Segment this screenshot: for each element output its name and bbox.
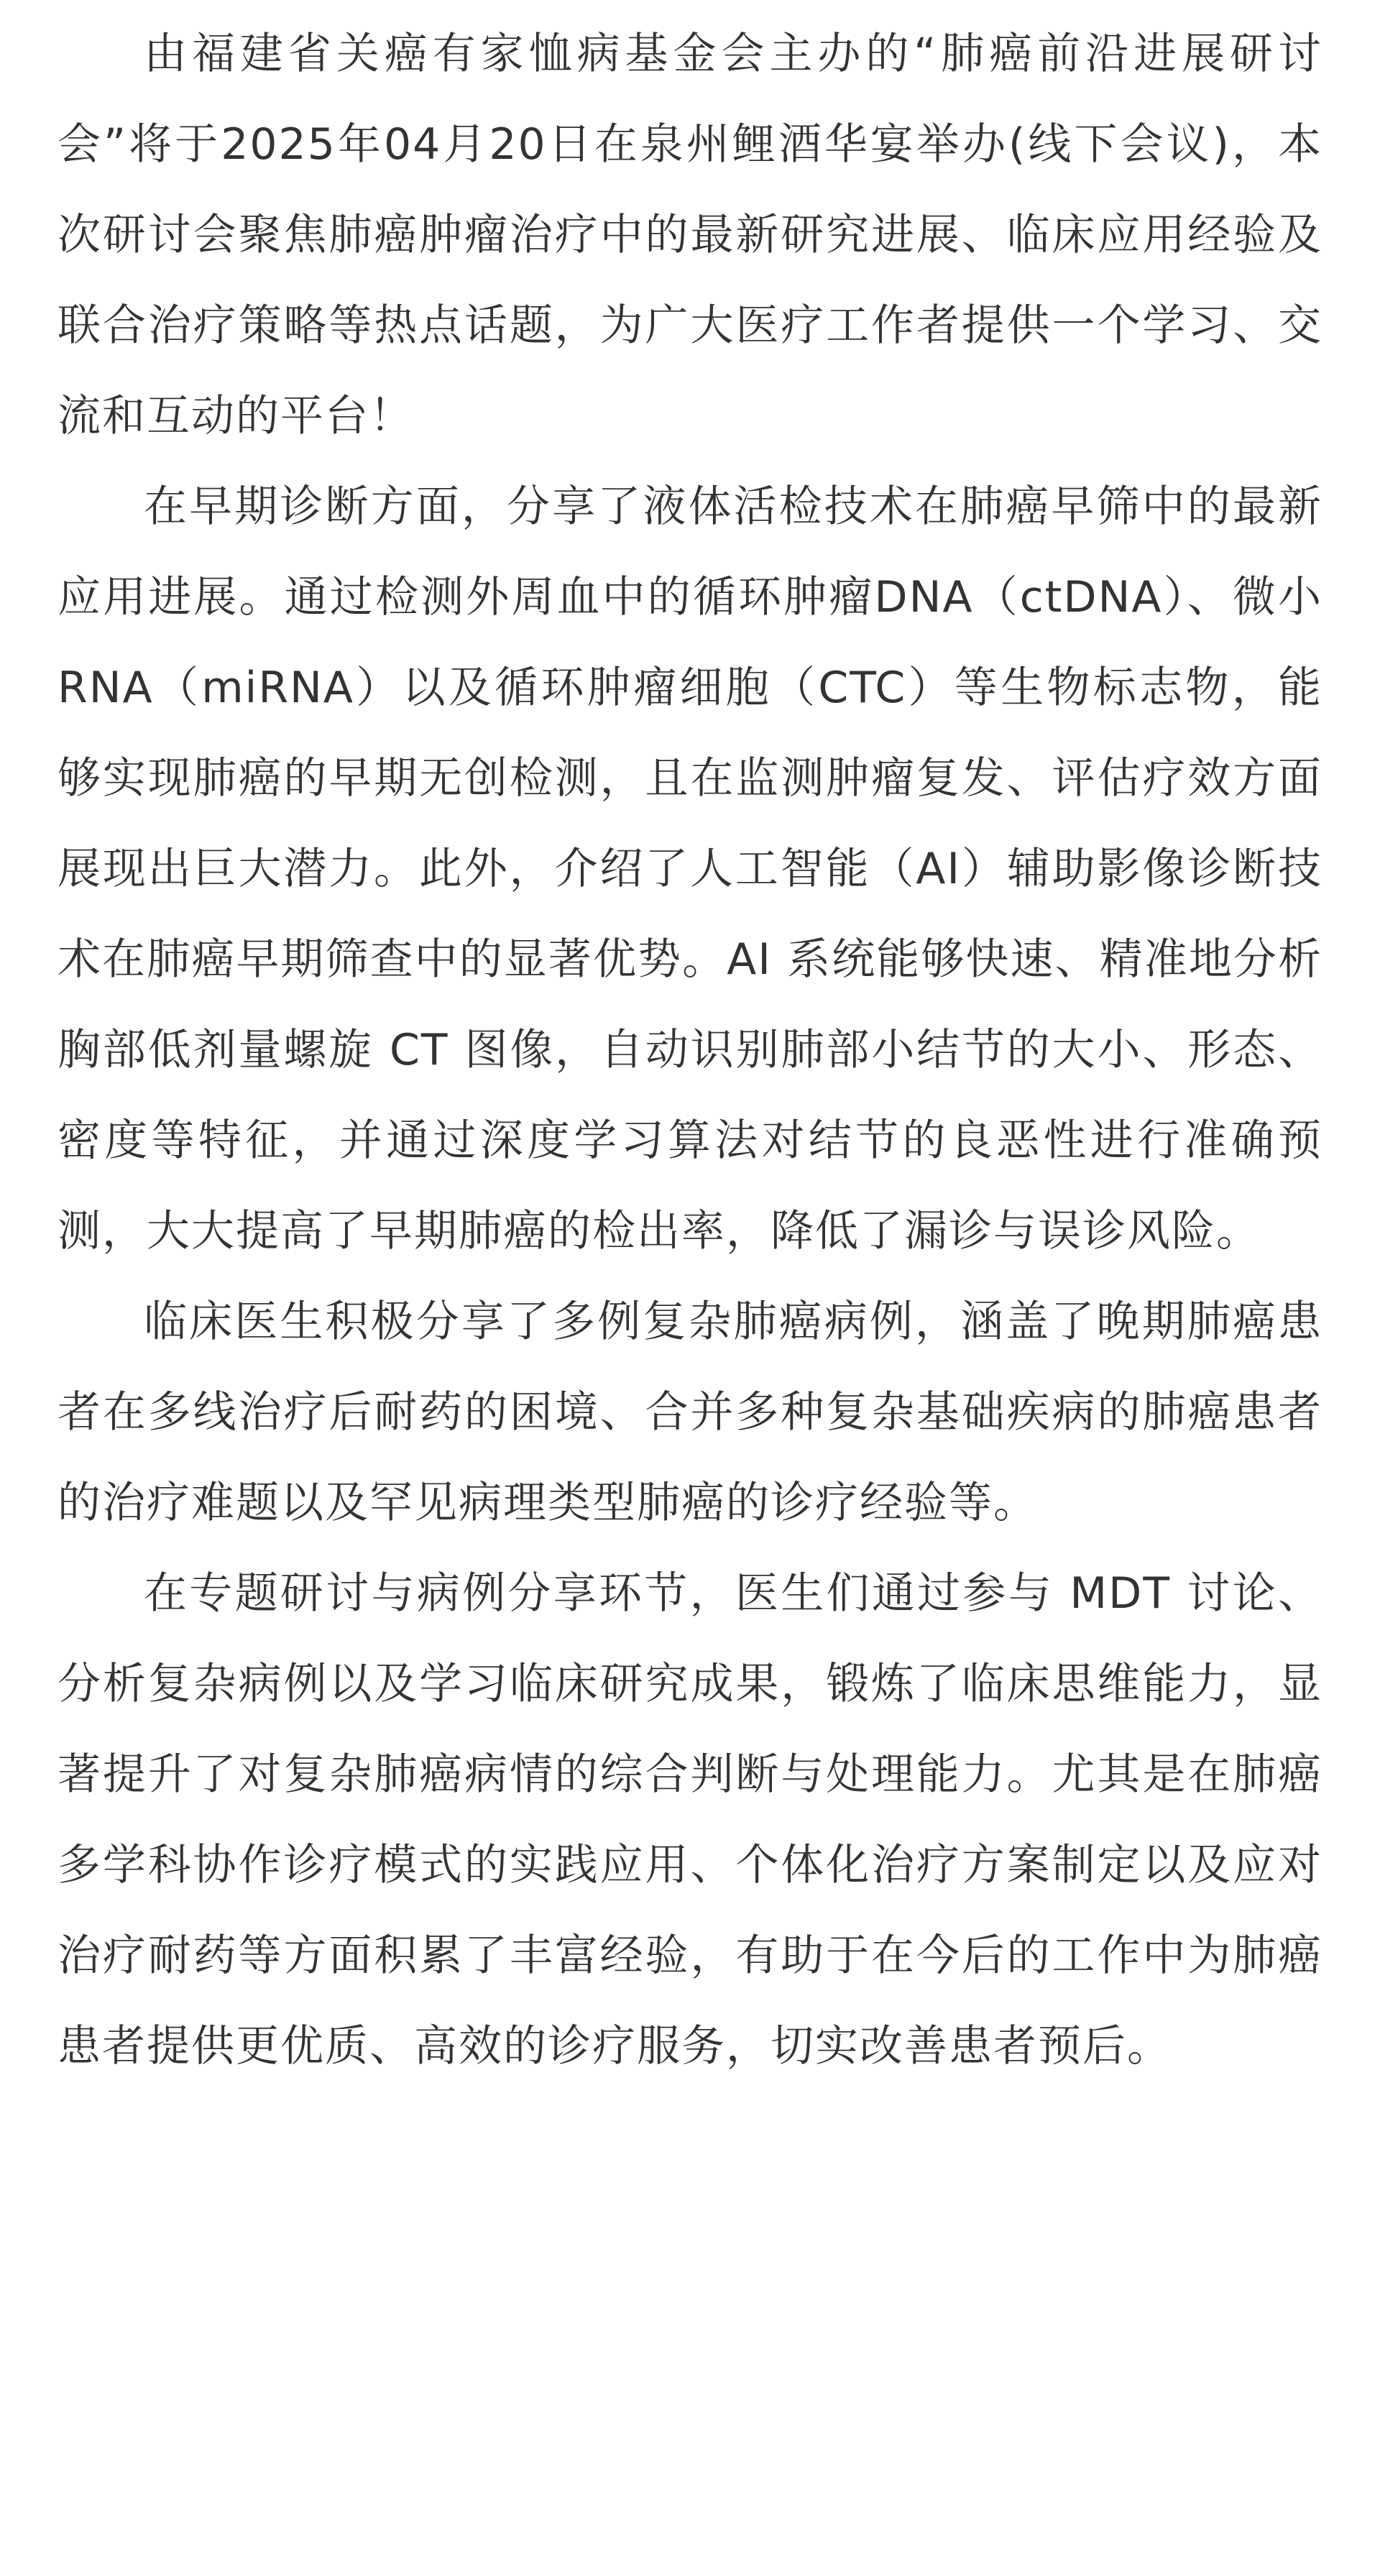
- article-body: [58, 9, 1322, 2092]
- paragraph-case-sharing: 临床医生积极分享了多例复杂肺癌病例，涵盖了晚期肺癌患者在多线治疗后耐药的困境、合并多种复杂基础疾病的肺癌患者的治疗难题以及罕见病理类型肺癌的诊疗经验等。: [58, 1297, 1322, 1528]
- paragraph-early-diagnosis: 在早期诊断方面，分享了液体活检技术在肺癌早筛中的最新应用进展。通过检测外周血中的循环肿瘤DNA（ctDNA）、微小 RNA（miRNA）以及循环肿瘤细胞（CTC）等生物标志物，能够实现肺癌的早期无创检测，且在监测肿瘤复发、评估疗效方面展现出巨大潜力。此外，介绍了人工智能（AI）辅助影像诊断技术在肺癌早期筛查中的显著优势。AI 系统能够快速、精准地分析胸部低剂量螺旋 CT 图像，自动识别肺部小结节的大小、形态、密度等特征，并通过深度学习算法对结节的良恶性进行准确预测，大大提高了早期肺癌的检出率，降低了漏诊与误诊风险。: [58, 482, 1322, 1256]
- paragraph-conference-intro: 由福建省关癌有家恤病基金会主办的“肺癌前沿进展研讨会”将于2025年04月20日在泉州鲤酒华宴举办(线下会议)，本次研讨会聚焦肺癌肿瘤治疗中的最新研究进展、临床应用经验及联合治疗策略等热点话题，为广大医疗工作者提供一个学习、交流和互动的平台！: [58, 29, 1322, 441]
- paragraph-discussion-summary: 在专题研讨与病例分享环节，医生们通过参与 MDT 讨论、分析复杂病例以及学习临床研究成果，锻炼了临床思维能力，显著提升了对复杂肺癌病情的综合判断与处理能力。尤其是在肺癌多学科协作诊疗模式的实践应用、个体化治疗方案制定以及应对治疗耐药等方面积累了丰富经验，有助于在今后的工作中为肺癌患者提供更优质、高效的诊疗服务，切实改善患者预后。: [58, 1568, 1322, 2071]
